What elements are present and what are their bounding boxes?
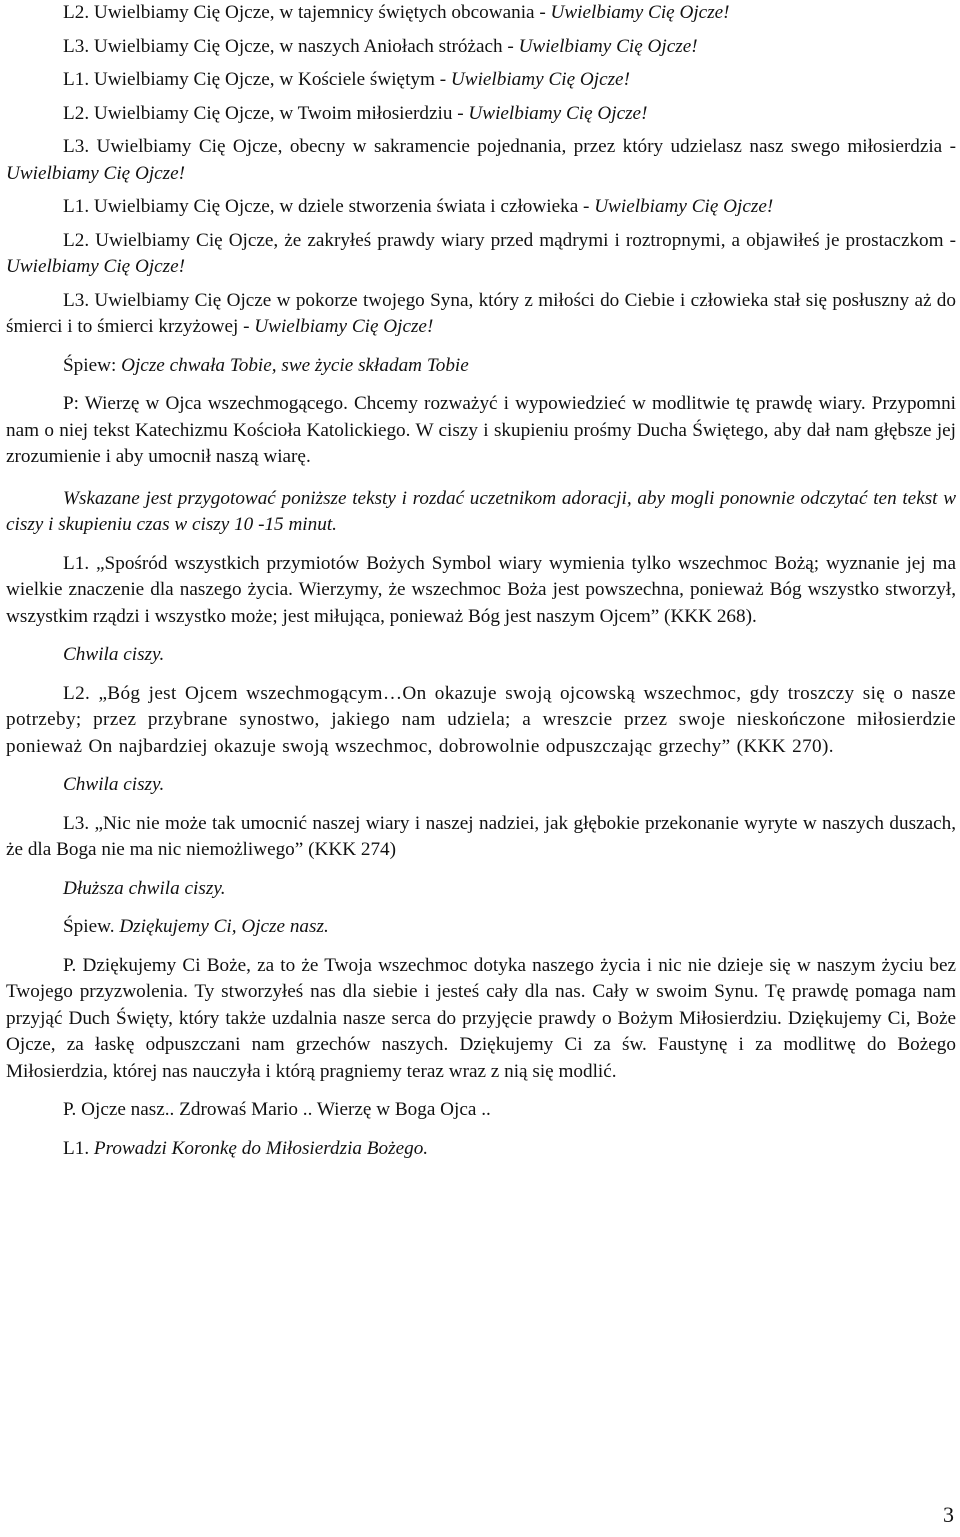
pause-text: Chwila ciszy. (63, 774, 165, 795)
chaplet-line (6, 1136, 956, 1163)
response-text: Uwielbiamy Cię Ojcze! (6, 256, 186, 277)
song-title: Ojcze chwała Tobie, swe życie składam Tobie (121, 354, 469, 376)
litany-line-4 (6, 101, 956, 128)
line-text: L1. Uwielbiamy Cię Ojcze, w dziele stworzenia świata i człowieka - (63, 196, 595, 217)
line-text: L3. Uwielbiamy Cię Ojcze, w naszych Aniołach stróżach - (63, 35, 519, 57)
page-number: 3 (943, 1502, 954, 1527)
reading-text: L3. „Nic nie może tak umocnić naszej wiary i naszej nadziei, jak głębokie przekonanie wyryte w naszych duszach, że dla Boga nie ma nic niemożliwego” (KKK 274) (6, 812, 956, 860)
reading-text: L1. „Spośród wszystkich przymiotów Bożych Symbol wiary wymienia tylko wszechmoc Bożą; wyznanie jej ma wielkie znaczenie dla naszego życia. Wierzymy, że wszechmoc Boża jest powszechna, ponieważ Bóg wszystko stworzył, wszystkim rządzi i wszystko może; jest miłująca, ponieważ Bóg jest naszym Ojcem” (KKK 268). (6, 552, 956, 627)
song-label: Śpiew: (63, 354, 122, 376)
presider-paragraph (6, 391, 956, 471)
line-text: L3. Uwielbiamy Cię Ojcze, obecny w sakramencie pojednania, przez który udzielasz nasz swego miłosierdzia - (63, 136, 956, 157)
song-line (6, 914, 956, 941)
pause-note (6, 642, 956, 669)
prayers-text: P. Ojcze nasz.. Zdrowaś Mario .. Wierzę w Boga Ojca .. (63, 1099, 491, 1120)
paragraph-text: P: Wierzę w Ojca wszechmogącego. Chcemy rozważyć i wypowiedzieć w modlitwie tę prawdę wiary. Przypomni nam o niej tekst Katechizmu Kościoła Katolickiego. W ciszy i skupieniu prośmy Ducha Świętego, aby dał nam głębsze jej zrozumienie i aby umocnił naszą wiarę. (6, 393, 956, 467)
document-page (6, 0, 956, 1162)
song-line (6, 353, 956, 380)
line-text: L2. Uwielbiamy Cię Ojcze, w tajemnicy świętych obcowania - (63, 2, 551, 23)
chaplet-text: Prowadzi Koronkę do Miłosierdzia Bożego. (93, 1137, 429, 1159)
pause-text: Dłuższa chwila ciszy. (63, 877, 226, 899)
line-text: L2. Uwielbiamy Cię Ojcze, że zakryłeś prawdy wiary przed mądrymi i roztropnymi, a objawiłeś je prostaczkom - (63, 229, 956, 251)
litany-line-1 (6, 0, 956, 27)
long-pause-note (6, 876, 956, 903)
song-label: Śpiew. (63, 916, 120, 937)
prayers-line (6, 1097, 956, 1124)
reading-l1 (6, 551, 956, 631)
response-text: Uwielbiamy Cię Ojcze! (518, 35, 698, 57)
pause-text: Chwila ciszy. (63, 644, 165, 665)
reading-l2 (6, 681, 956, 761)
litany-line-6 (6, 194, 956, 221)
litany-line-7 (6, 228, 956, 281)
line-text: L2. Uwielbiamy Cię Ojcze, w Twoim miłosierdziu - (63, 102, 469, 124)
response-text: Uwielbiamy Cię Ojcze! (6, 162, 186, 184)
instruction-note (6, 486, 956, 539)
song-title: Dziękujemy Ci, Ojcze nasz. (119, 916, 329, 937)
thanksgiving-paragraph (6, 953, 956, 1086)
litany-line-8 (6, 288, 956, 341)
litany-line-2 (6, 34, 956, 61)
paragraph-text: P. Dziękujemy Ci Boże, za to że Twoja wszechmoc dotyka naszego życia i nic nie dzieje się w naszym życiu bez Twojego przyzwolenia. Ty stworzyłeś nas dla siebie i jesteś cały dla nas. Cały w swoim Synu. Tę prawdę pomaga nam przyjąć Duch Święty, który także uzdalnia nasze serca do przyjęcie prawdy o Bożym Miłosierdziu. Dziękujemy Ci, Boże Ojcze, za łaskę odpuszczani nam grzechów naszych. Dziękujemy Ci za św. Faustynę i za modlitwę do Bożego Miłosierdzia, której nas nauczyła i którą pragniemy teraz wraz z nią się modlić. (6, 954, 956, 1082)
instruction-text: Wskazane jest przygotować poniższe teksty i rozdać uczetnikom adoracji, aby mogli ponownie odczytać ten tekst w ciszy i skupieniu czas w ciszy 10 -15 minut. (6, 487, 956, 535)
line-text: L1. (63, 1137, 94, 1159)
pause-note (6, 772, 956, 799)
line-text: L1. Uwielbiamy Cię Ojcze, w Kościele świętym - (63, 69, 451, 90)
reading-l3 (6, 811, 956, 864)
response-text: Uwielbiamy Cię Ojcze! (594, 196, 774, 217)
litany-line-3 (6, 67, 956, 94)
line-text: L3. Uwielbiamy Cię Ojcze w pokorze twojego Syna, który z miłości do Ciebie i człowieka stał się posłuszny aż do śmierci i to śmierci krzyżowej - (6, 289, 956, 337)
response-text: Uwielbiamy Cię Ojcze! (468, 102, 648, 124)
litany-line-5 (6, 134, 956, 187)
response-text: Uwielbiamy Cię Ojcze! (550, 2, 730, 23)
response-text: Uwielbiamy Cię Ojcze! (450, 69, 630, 90)
response-text: Uwielbiamy Cię Ojcze! (254, 316, 434, 337)
reading-text: L2. „Bóg jest Ojcem wszechmogącym…On okazuje swoją ojcowską wszechmoc, gdy troszczy się o nasze potrzeby; przez przybrane synostwo, jakiego nam udziela; a wreszcie przez swoje nieskończone miłosierdzie ponieważ On najbardziej okazuje swoją wszechmoc, dobrowolnie odpuszczając grzechy” (KKK 270). (6, 682, 956, 757)
